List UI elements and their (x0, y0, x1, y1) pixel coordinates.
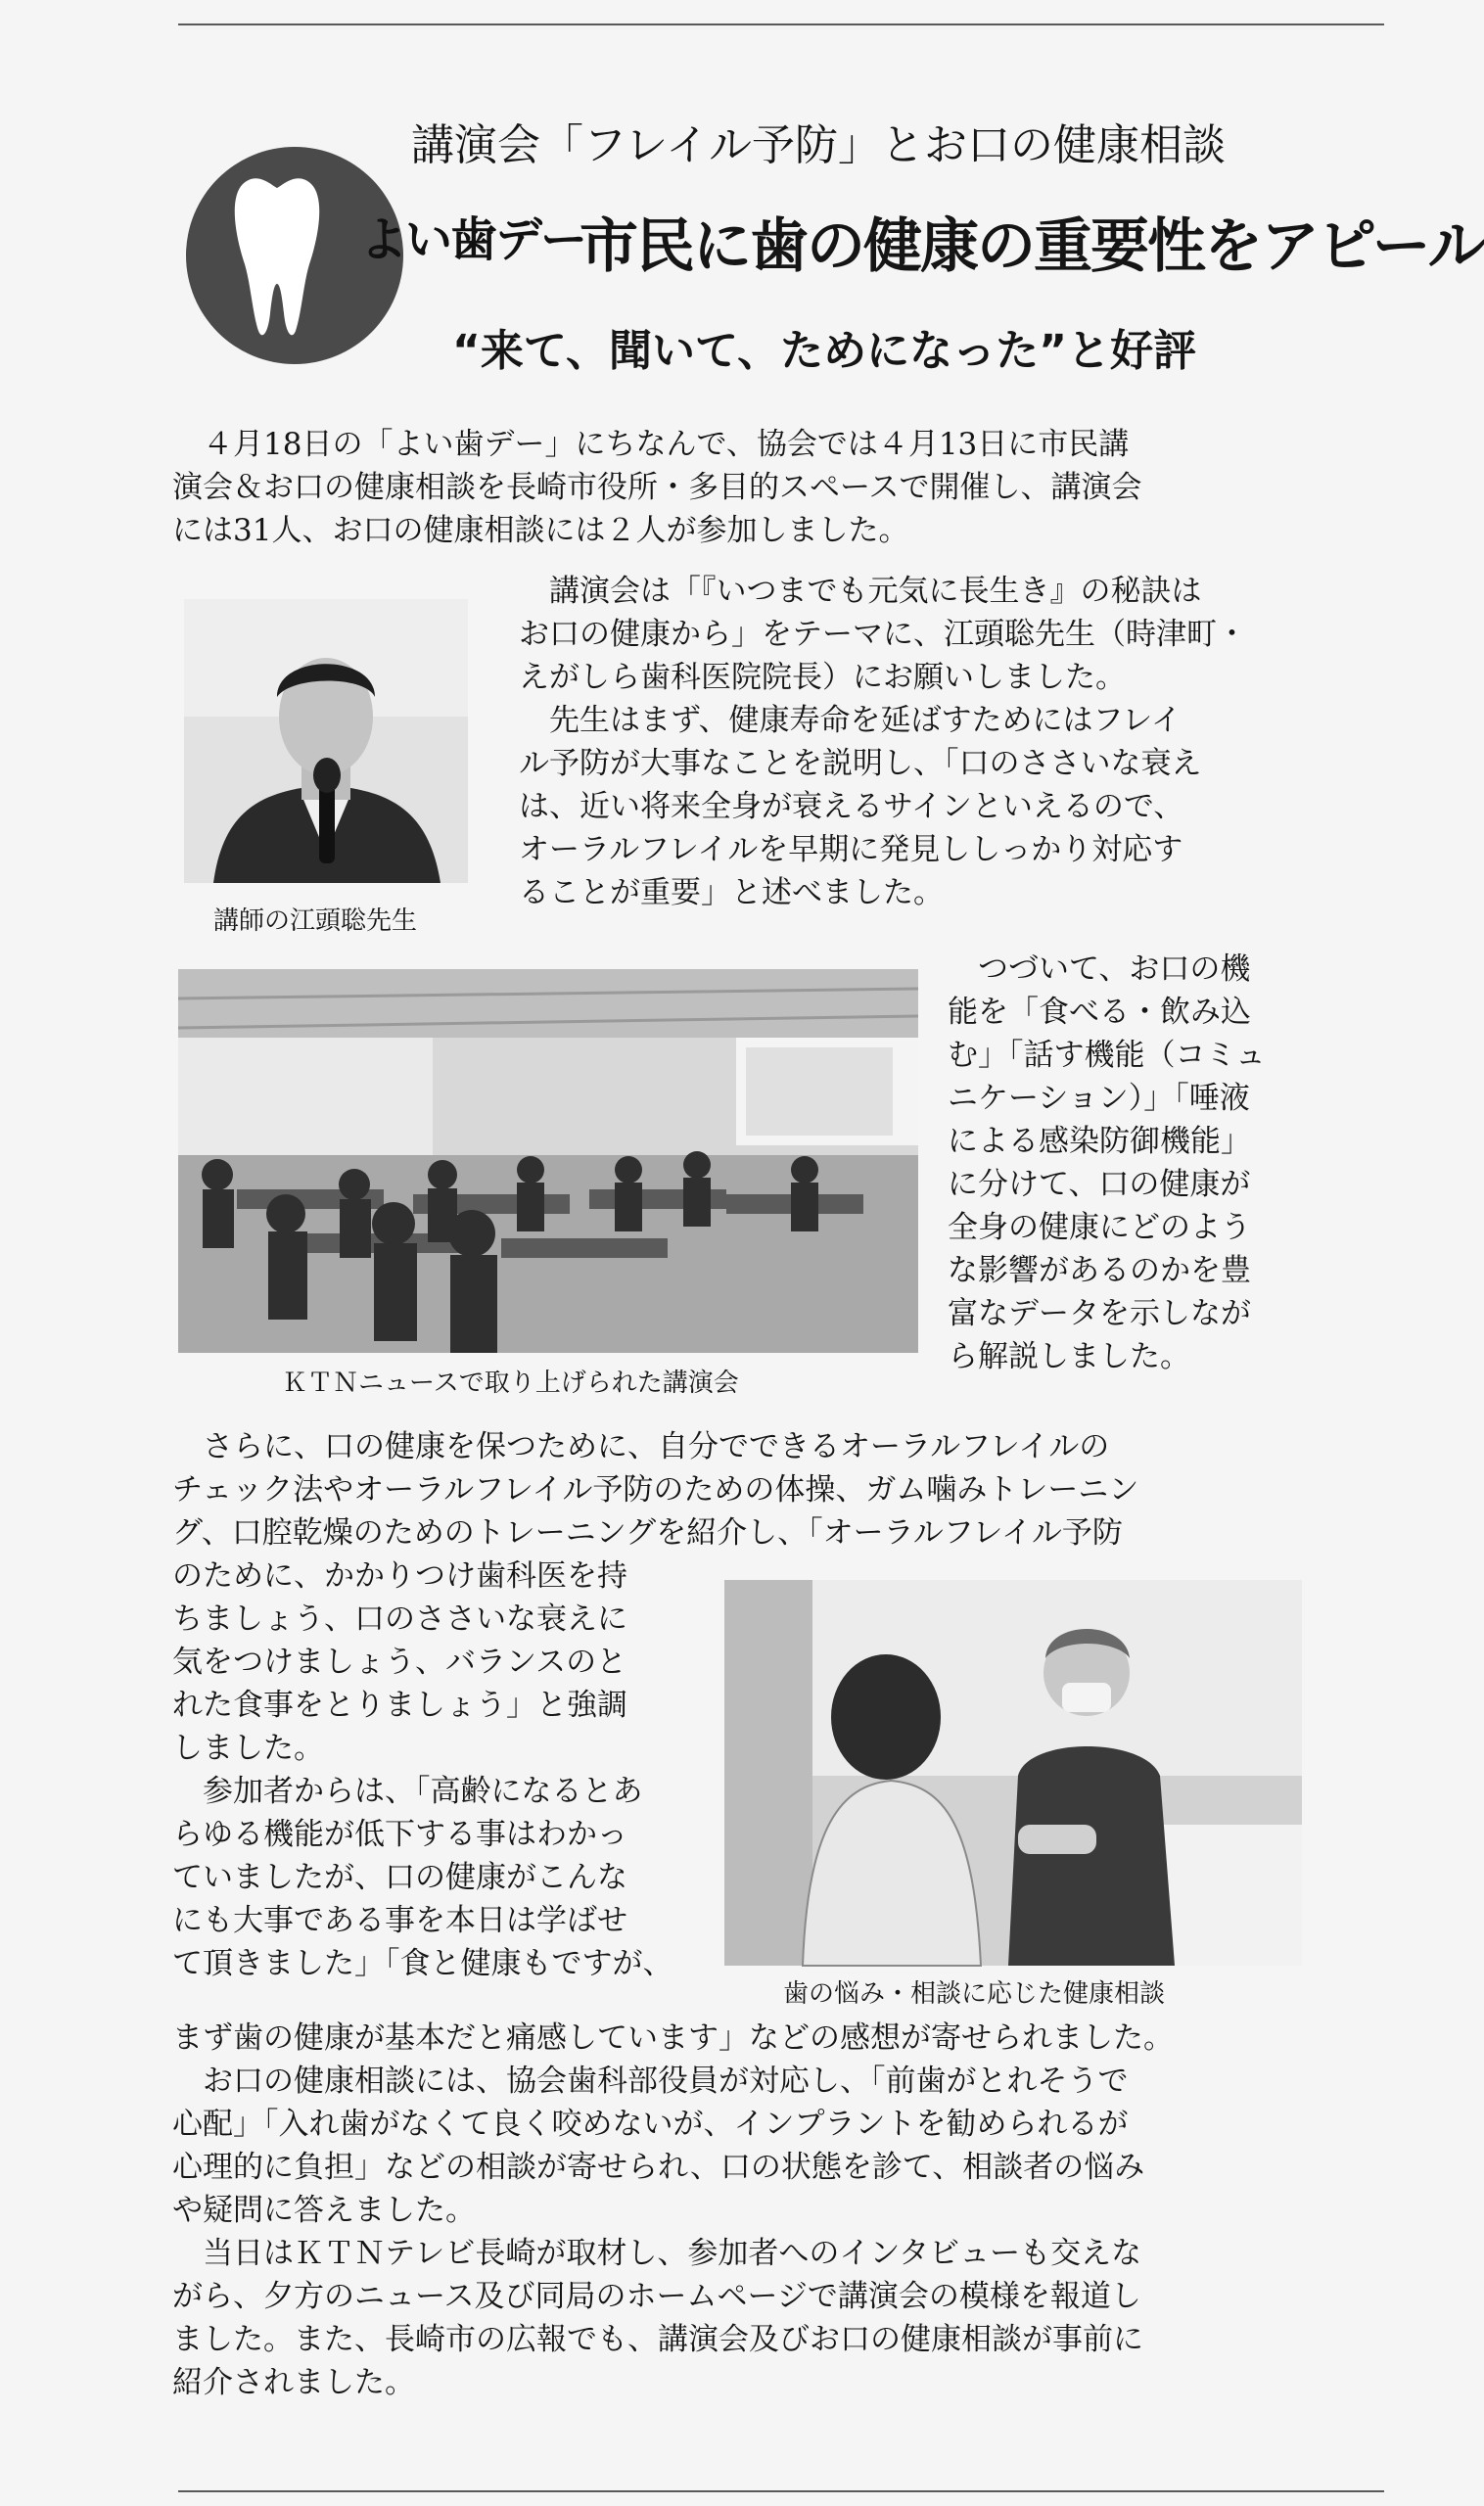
text-line: 富なデータを示しなが (948, 1296, 1251, 1331)
consultation-photo (724, 1580, 1302, 1966)
text-line: 当日はＫＴＮテレビ長崎が取材し、参加者へのインタビューも交えな (172, 2236, 1142, 2271)
tooth-icon (223, 166, 331, 343)
text-line: オーラルフレイルを早期に発見ししっかり対応す (519, 832, 1183, 867)
speaker-portrait (184, 599, 468, 883)
article-topic: 講演会「フレイル予防」とお口の健康相談 (411, 120, 1227, 170)
text-line: れた食事をとりましょう」と強調 (172, 1688, 627, 1723)
text-line: 講演会は「『いつまでも元気に長生き』の秘訣は (519, 574, 1202, 609)
text-line: お口の健康から」をテーマに、江頭聡先生（時津町・ (519, 617, 1247, 652)
bottom-rule (178, 2490, 1384, 2492)
text-line: に分けて、口の健康が (948, 1167, 1251, 1202)
logo-text: よい歯デー (360, 212, 586, 267)
text-line: ル予防が大事なことを説明し、「口のささいな衰え (519, 746, 1202, 781)
lecture-photo-caption: ＫＴＮニュースで取り上げられた講演会 (282, 1369, 739, 1398)
lecture-detail-paragraph (948, 948, 1266, 1378)
text-line: 先生はまず、健康寿命を延ばすためにはフレイ (519, 703, 1182, 738)
text-line: ニケーション）」「唾液 (948, 1081, 1250, 1116)
text-line: ら解説しました。 (948, 1339, 1190, 1374)
article-title: 市民に歯の健康の重要性をアピール (580, 212, 1484, 281)
portrait-caption: 講師の江頭聡先生 (213, 906, 418, 936)
text-line: ていましたが、口の健康がこんな (172, 1860, 627, 1895)
text-line: 心理的に負担」などの相談が寄せられ、口の状態を診て、相談者の悩み (172, 2150, 1145, 2185)
text-line: ４月18日の「よい歯デー」にちなんで、協会では４月13日に市民講 (172, 427, 1130, 462)
article-subtitle: “来て、聞いて、ためになった”と好評 (452, 326, 1197, 376)
intro-paragraph (172, 423, 1141, 552)
lecture-photo (178, 969, 918, 1353)
consultation-photo-caption: 歯の悩み・相談に応じた健康相談 (783, 1979, 1166, 2009)
top-rule (178, 23, 1384, 25)
text-line: は、近い将来全身が衰えるサインといえるので、 (519, 789, 1184, 824)
participant-comments-paragraph (172, 1555, 673, 1985)
text-line: しました。 (172, 1731, 324, 1766)
text-line: つづいて、お口の機 (948, 951, 1251, 987)
text-line: 気をつけましょう、バランスのと (172, 1645, 627, 1680)
text-line: えがしら歯科医院院長）にお願いしました。 (519, 660, 1126, 695)
text-line: 紹介されました。 (172, 2365, 415, 2400)
text-line: 演会＆お口の健康相談を長崎市役所・多目的スペースで開催し、講演会 (172, 470, 1142, 505)
lecture-intro-paragraph (519, 570, 1247, 914)
text-line: ちましょう、口のささいな衰えに (172, 1601, 627, 1637)
text-line: 能を「食べる・飲み込 (948, 995, 1251, 1030)
text-line: 全身の健康にどのよう (948, 1210, 1251, 1245)
consultation-paragraph (172, 2017, 1174, 2404)
text-line: や疑問に答えました。 (172, 2193, 476, 2228)
text-line: にも大事である事を本日は学ばせ (172, 1903, 627, 1938)
text-line: な影響があるのかを豊 (948, 1253, 1251, 1288)
text-line: による感染防御機能」 (948, 1124, 1251, 1159)
text-line: まず歯の健康が基本だと痛感しています」などの感想が寄せられました。 (172, 2020, 1174, 2056)
text-line: がら、夕方のニュース及び同局のホームページで講演会の模様を報道し (172, 2279, 1141, 2314)
text-line: には31人、お口の健康相談には２人が参加しました。 (172, 513, 909, 548)
text-line: 心配」「入れ歯がなくて良く咬めないが、インプラントを勧められるが (172, 2107, 1129, 2142)
text-line: 参加者からは、「高齢になるとあ (172, 1774, 643, 1809)
text-line: グ、口腔乾燥のためのトレーニングを紹介し、「オーラルフレイル予防 (172, 1515, 1123, 1551)
text-line: お口の健康相談には、協会歯科部役員が対応し、「前歯がとれそうで (172, 2064, 1129, 2099)
text-line: のために、かかりつけ歯科医を持 (172, 1558, 627, 1594)
text-line: らゆる機能が低下する事はわかっ (172, 1817, 627, 1852)
text-line: て頂きました」「食と健康もですが、 (172, 1946, 673, 1981)
oral-frailty-paragraph (172, 1425, 1138, 1555)
text-line: ました。また、長崎市の広報でも、講演会及びお口の健康相談が事前に (172, 2322, 1143, 2357)
text-line: む」「話す機能（コミュ (948, 1038, 1266, 1073)
text-line: ることが重要」と述べました。 (519, 875, 944, 910)
text-line: さらに、口の健康を保つために、自分でできるオーラルフレイルの (172, 1429, 1110, 1464)
text-line: チェック法やオーラルフレイル予防のための体操、ガム噛みトレーニン (172, 1472, 1139, 1508)
